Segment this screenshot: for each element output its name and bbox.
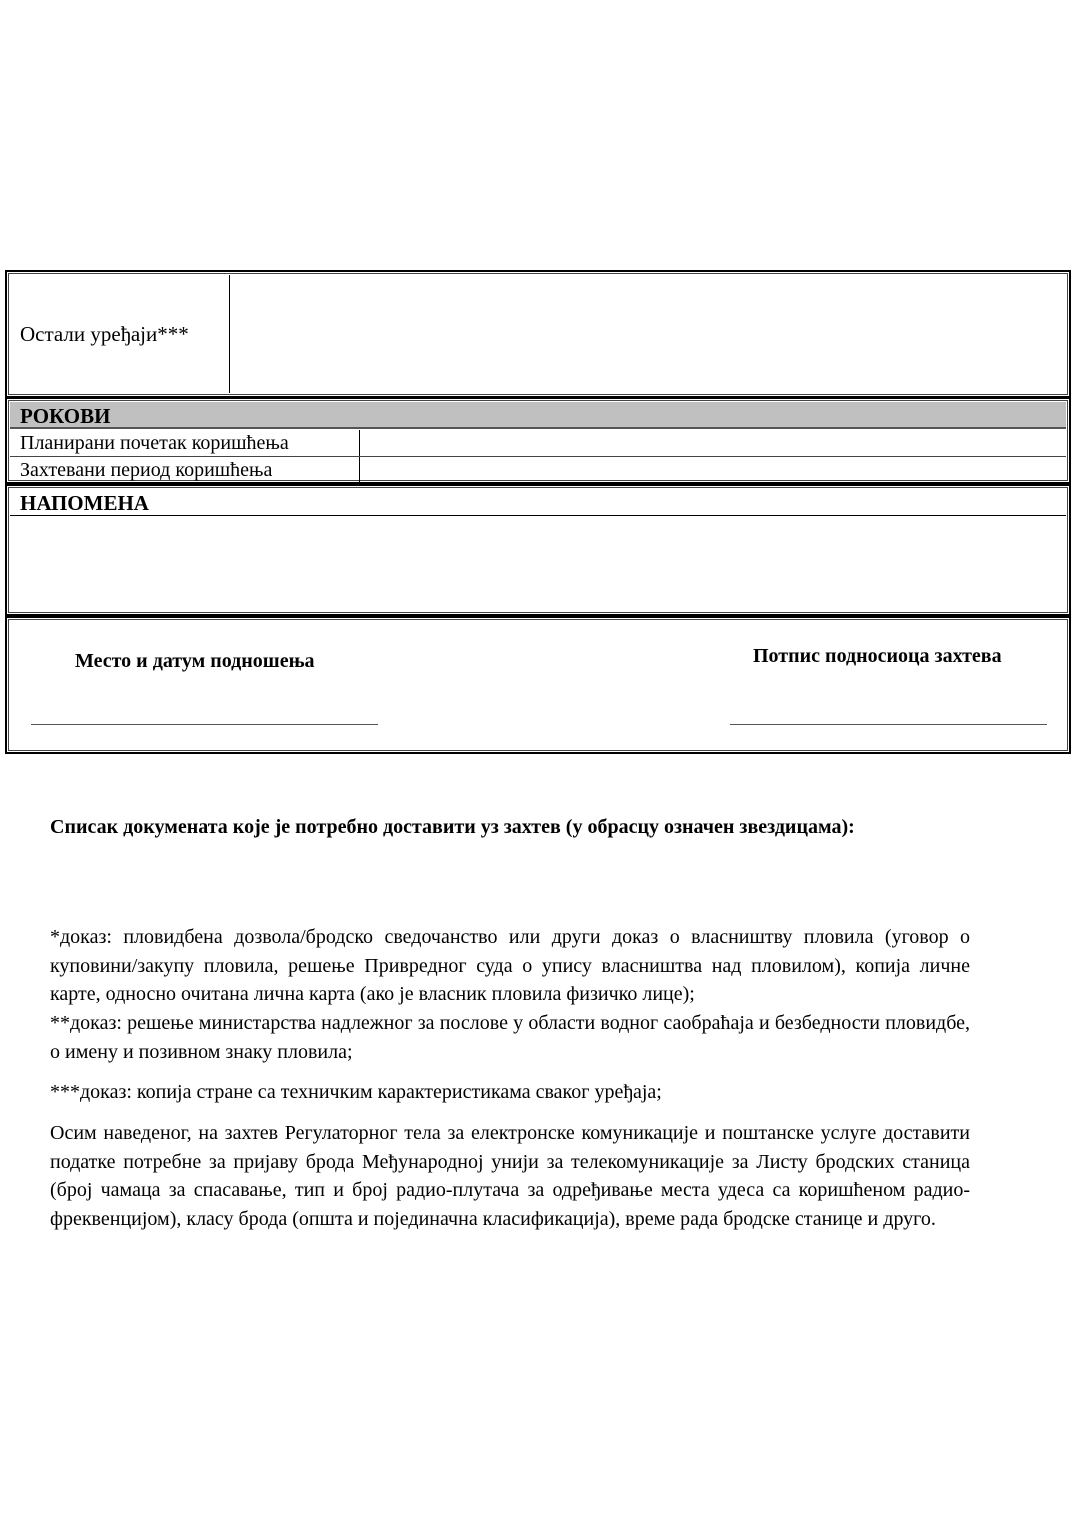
- deadlines-section: [5, 397, 1071, 484]
- planned-start-field[interactable]: [361, 430, 1066, 456]
- document-item: **доказ: решење министарства надлежног за послове у области водног саобраћаја и безбедности пловидбе, о имену и позивном знаку пловила;: [50, 1012, 970, 1063]
- signature-line[interactable]: [730, 724, 1047, 725]
- other-devices-label: Остали уређаји***: [10, 275, 230, 393]
- note-header: НАПОМЕНА: [10, 489, 1066, 516]
- deadline-row: [10, 457, 1066, 483]
- additional-info-paragraph: Осим наведеног, на захтев Регулаторног тела за електронске комуникације и поштанске услуге доставити податке потребне за пријаву брода Међународној унији за телекомуникације за Листу бродских станица (број чамаца за спасавање, тип и број радио-плутача за одређивање места удеса са коришћеном радио-фреквенцијом), класу брода (општа и појединачна класификација), време рада бродске станице и друго.: [50, 1122, 970, 1230]
- signature-label: Потпис подносиоца захтева: [753, 645, 1002, 667]
- requested-period-label: Захтевани период коришћења: [10, 457, 360, 483]
- requested-period-field[interactable]: [361, 457, 1066, 483]
- note-field[interactable]: [10, 517, 1066, 611]
- place-date-label: Место и датум подношења: [75, 650, 315, 672]
- documents-list-title: Списак докумената које је потребно доставити уз захтев (у обрасцу означен звездицама):: [50, 816, 855, 838]
- other-devices-section: [5, 270, 1071, 398]
- place-date-line[interactable]: [31, 724, 378, 725]
- other-devices-field[interactable]: [233, 275, 1066, 393]
- document-item: *доказ: пловидбена дозвола/бродско сведочанство или други доказ о власништву пловила (уговор о куповини/закупу пловила, решење Привредног суда о упису власништва над пловилом), копија личне карте, односно очитана лична карта (ако је власник пловила физичко лице);: [50, 926, 970, 1005]
- document-item: ***доказ: копија стране са техничким карактеристикама сваког уређаја;: [50, 1081, 662, 1103]
- deadline-row: [10, 430, 1066, 457]
- planned-start-label: Планирани почетак коришћења: [10, 430, 360, 456]
- signature-section: [5, 616, 1071, 754]
- note-section: [5, 484, 1071, 616]
- deadlines-header: РОКОВИ: [10, 402, 1066, 429]
